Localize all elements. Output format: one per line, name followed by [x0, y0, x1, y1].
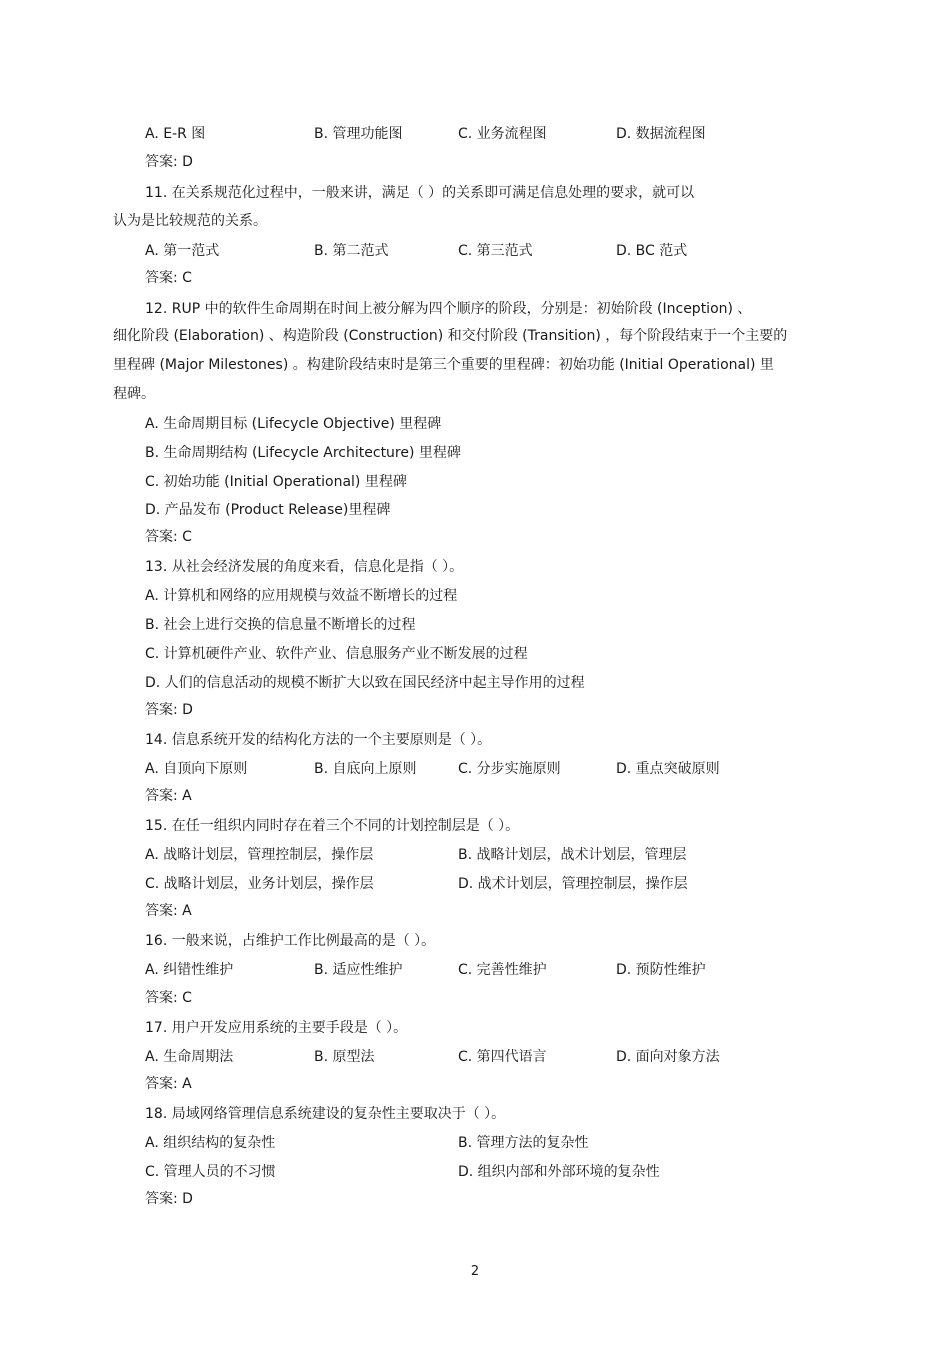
q16-option-a: A. 纠错性维护	[145, 962, 234, 978]
q11-option-d: D. BC 范式	[616, 243, 688, 259]
q14-option-d: D. 重点突破原则	[616, 761, 720, 777]
q12-question-line3: 里程碑 (Major Milestones) 。构建阶段结束时是第三个重要的里程碑：初始功能 (Initial Operational) 里	[113, 357, 774, 373]
q17-option-d: D. 面向对象方法	[616, 1049, 720, 1065]
q15-option-d: D. 战术计划层，管理控制层，操作层	[458, 876, 688, 892]
q13-question: 13. 从社会经济发展的角度来看，信息化是指（ ）。	[145, 559, 464, 575]
q14-option-a: A. 自顶向下原则	[145, 761, 248, 777]
q17-question: 17. 用户开发应用系统的主要手段是（ ）。	[145, 1020, 408, 1036]
q12-answer: 答案: C	[145, 529, 192, 545]
q13-answer: 答案: D	[145, 702, 193, 718]
q18-option-c: C. 管理人员的不习惯	[145, 1164, 276, 1180]
q16-option-b: B. 适应性维护	[314, 962, 403, 978]
q12-question-line1: 12. RUP 中的软件生命周期在时间上被分解为四个顺序的阶段，分别是：初始阶段 (Inception) 、	[145, 301, 752, 317]
q10-option-c: C. 业务流程图	[458, 126, 547, 142]
q11-option-c: C. 第三范式	[458, 243, 533, 259]
q15-option-c: C. 战略计划层，业务计划层，操作层	[145, 876, 374, 892]
q13-option-b: B. 社会上进行交换的信息量不断增长的过程	[145, 617, 416, 633]
q15-option-a: A. 战略计划层，管理控制层，操作层	[145, 847, 374, 863]
q14-option-c: C. 分步实施原则	[458, 761, 561, 777]
q18-answer: 答案: D	[145, 1191, 193, 1207]
q12-option-c: C. 初始功能 (Initial Operational) 里程碑	[145, 474, 407, 490]
q14-question: 14. 信息系统开发的结构化方法的一个主要原则是（ ）。	[145, 732, 492, 748]
page-number: 2	[470, 1264, 480, 1279]
q13-option-c: C. 计算机硬件产业、软件产业、信息服务产业不断发展的过程	[145, 646, 528, 662]
q18-option-a: A. 组织结构的复杂性	[145, 1135, 276, 1151]
q15-question: 15. 在任一组织内同时存在着三个不同的计划控制层是（ ）。	[145, 818, 520, 834]
q14-answer: 答案: A	[145, 788, 192, 804]
q16-option-d: D. 预防性维护	[616, 962, 706, 978]
q15-option-b: B. 战略计划层，战术计划层，管理层	[458, 847, 687, 863]
q15-answer: 答案: A	[145, 903, 192, 919]
q17-option-c: C. 第四代语言	[458, 1049, 547, 1065]
q11-answer: 答案: C	[145, 270, 192, 286]
q16-answer: 答案: C	[145, 990, 192, 1006]
q12-question-line2: 细化阶段 (Elaboration) 、构造阶段 (Construction) 和交付阶段 (Transition) ，每个阶段结束于一个主要的	[113, 328, 788, 344]
q13-option-d: D. 人们的信息活动的规模不断扩大以致在国民经济中起主导作用的过程	[145, 675, 585, 691]
q10-answer: 答案: D	[145, 154, 193, 170]
q11-question-line1: 11. 在关系规范化过程中，一般来讲，满足（ ）的关系即可满足信息处理的要求，就可以	[145, 185, 695, 201]
q12-question-line4: 程碑。	[113, 386, 155, 402]
q11-option-a: A. 第一范式	[145, 243, 220, 259]
q12-option-a: A. 生命周期目标 (Lifecycle Objective) 里程碑	[145, 416, 442, 432]
q10-option-d: D. 数据流程图	[616, 126, 706, 142]
q12-option-b: B. 生命周期结构 (Lifecycle Architecture) 里程碑	[145, 445, 461, 461]
q16-question: 16. 一般来说，占维护工作比例最高的是（ ）。	[145, 933, 436, 949]
q17-answer: 答案: A	[145, 1076, 192, 1092]
q17-option-a: A. 生命周期法	[145, 1049, 234, 1065]
q10-option-a: A. E-R 图	[145, 126, 206, 142]
q18-question: 18. 局域网络管理信息系统建设的复杂性主要取决于（ ）。	[145, 1106, 506, 1122]
q11-option-b: B. 第二范式	[314, 243, 389, 259]
q14-option-b: B. 自底向上原则	[314, 761, 417, 777]
q10-option-b: B. 管理功能图	[314, 126, 403, 142]
q18-option-b: B. 管理方法的复杂性	[458, 1135, 589, 1151]
q11-question-line2: 认为是比较规范的关系。	[113, 213, 267, 229]
q18-option-d: D. 组织内部和外部环境的复杂性	[458, 1164, 660, 1180]
q13-option-a: A. 计算机和网络的应用规模与效益不断增长的过程	[145, 588, 458, 604]
q17-option-b: B. 原型法	[314, 1049, 375, 1065]
q16-option-c: C. 完善性维护	[458, 962, 547, 978]
q12-option-d: D. 产品发布 (Product Release)里程碑	[145, 502, 391, 518]
